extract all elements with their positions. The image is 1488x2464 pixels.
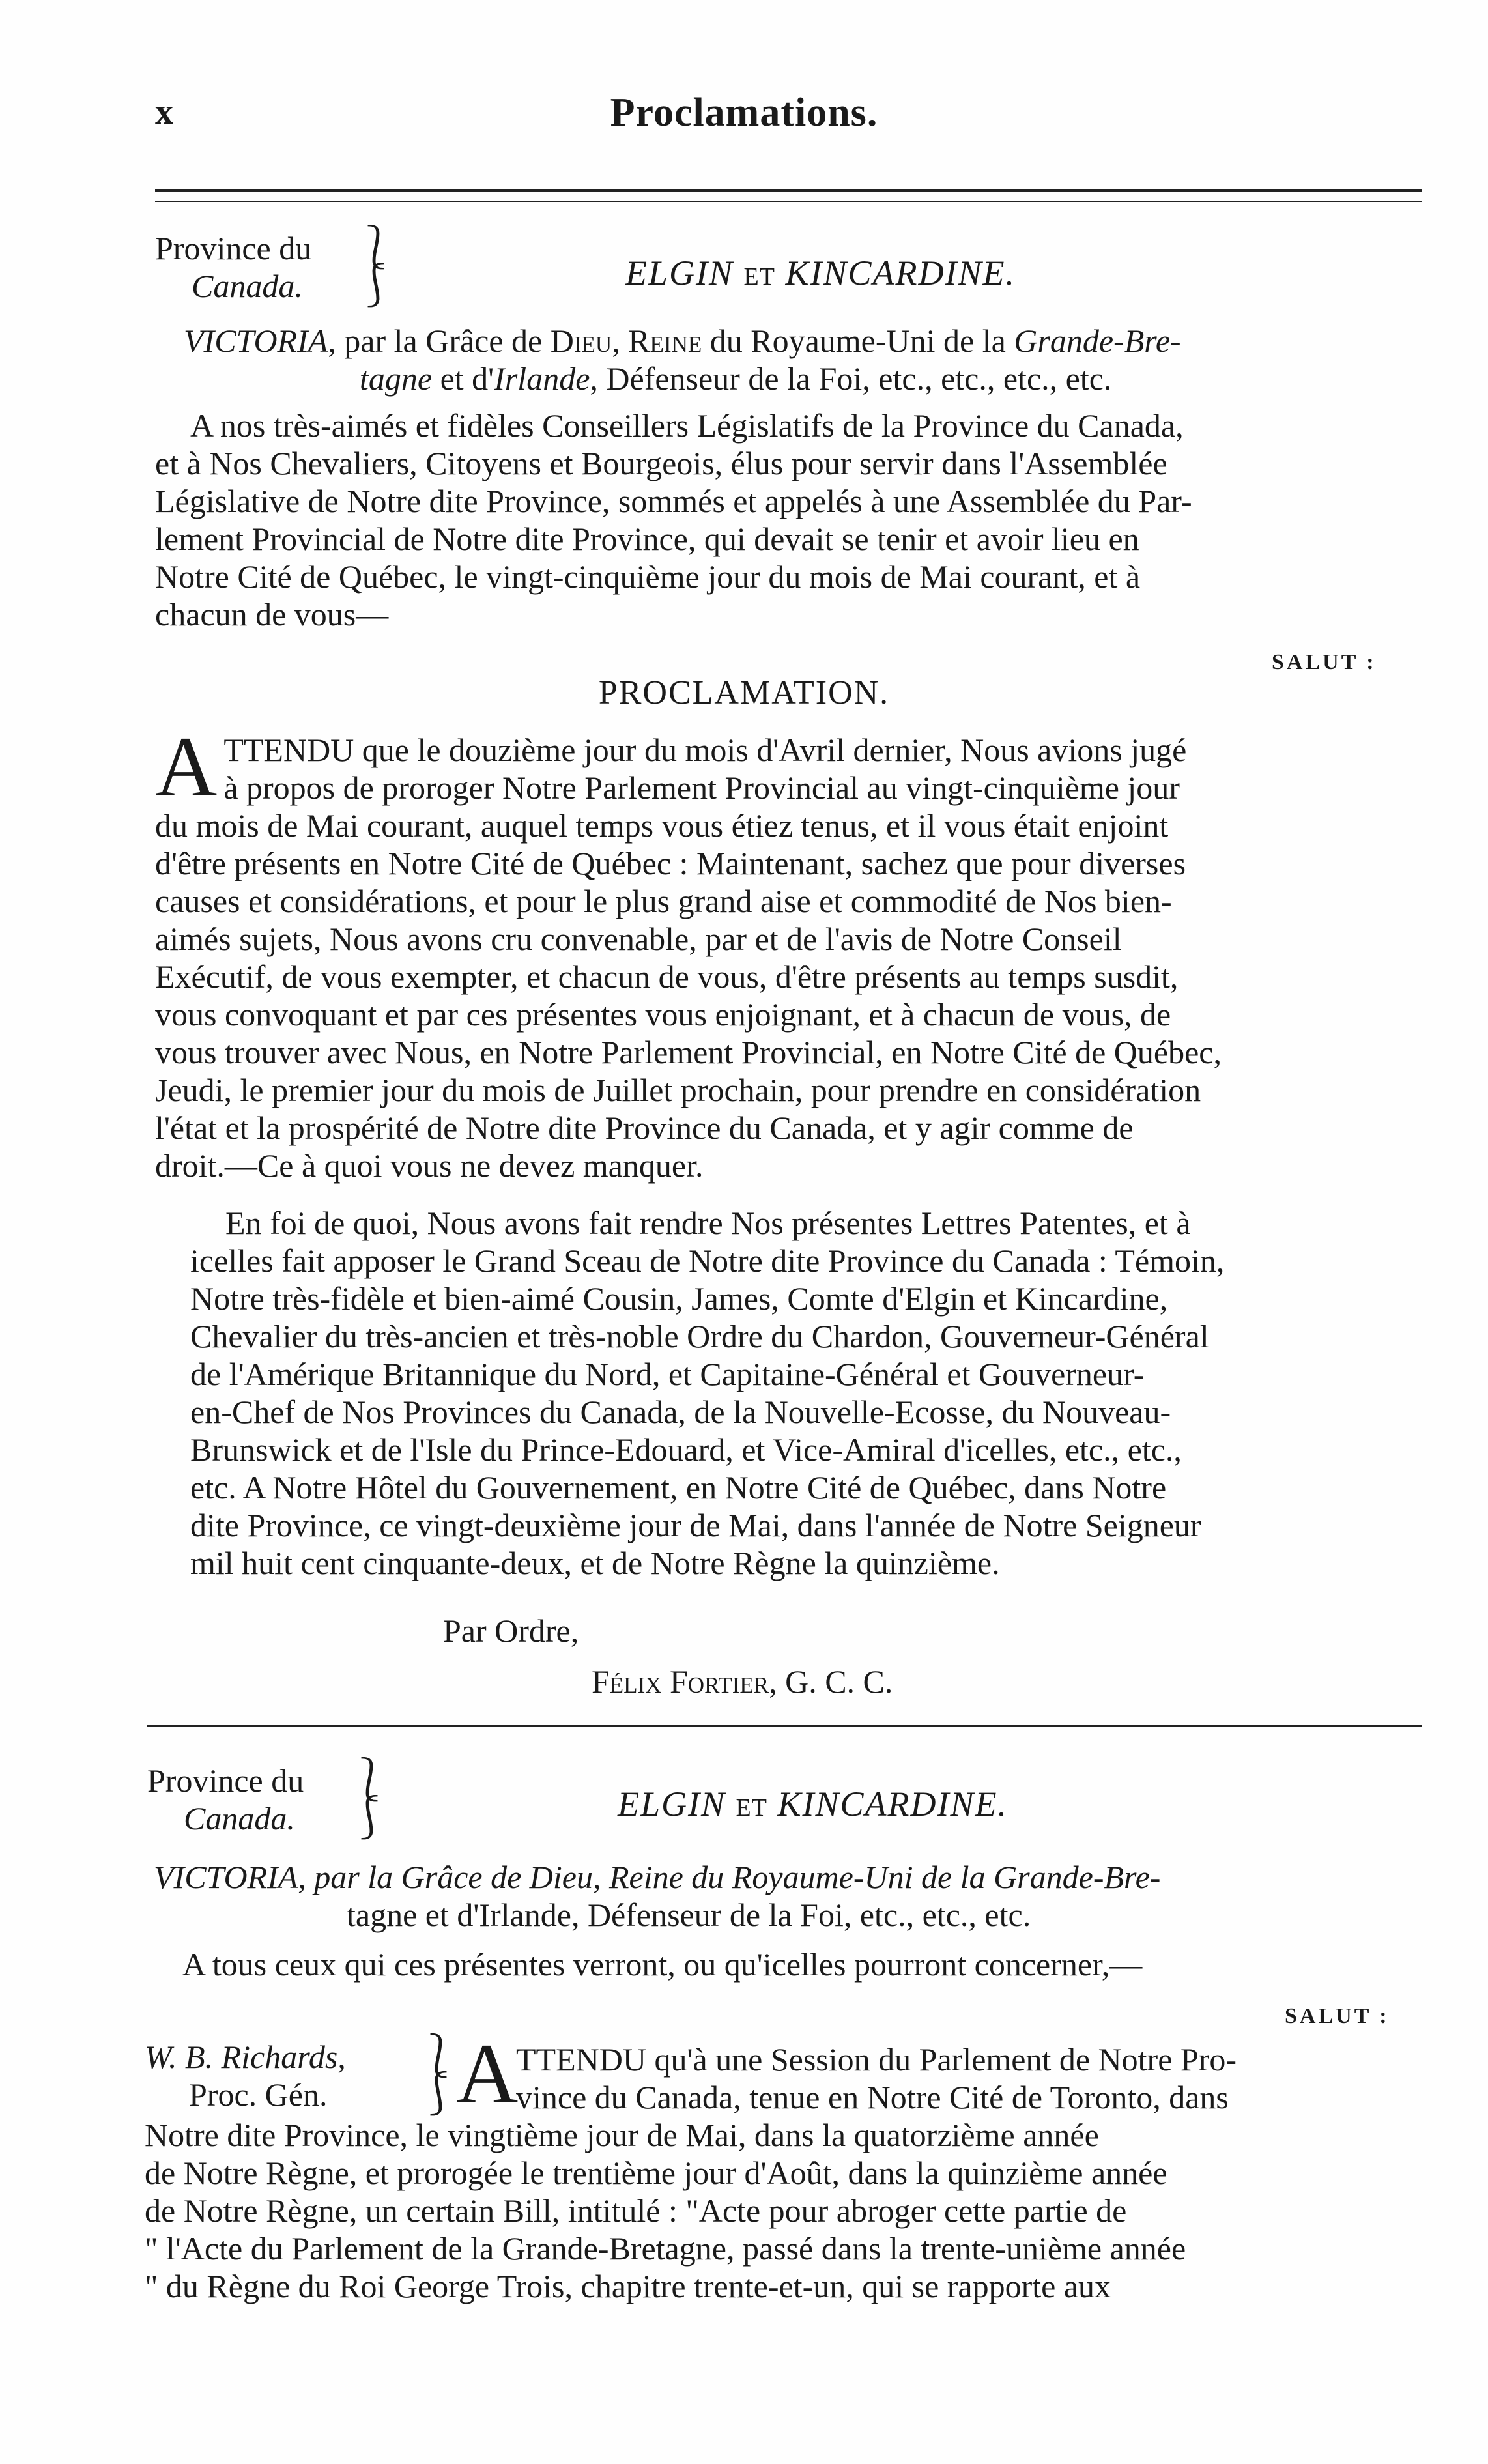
proclamation-heading: PROCLAMATION. [598,674,890,711]
province-label-2 [147,1762,304,1837]
page-folio: x [155,92,173,132]
body-2-line-2: vince du Canada, tenue en Notre Cité de Toronto, dans [516,2079,1229,2115]
proclamation-2-address: A tous ceux qui ces présentes verront, ou qu'icelles pourront concerner,— [182,1946,1143,1983]
witness-line-2: icelles fait apposer le Grand Sceau de Notre dite Province du Canada : Témoin, [190,1242,1225,1279]
body-line-11: l'état et la prospérité de Notre dite Province du Canada, et y agir comme de [155,1110,1134,1146]
address-line-4: lement Provincial de Notre dite Province, qui devait se tenir et avoir lieu en [155,521,1139,557]
body-line-2: à propos de proroger Notre Parlement Provincial au vingt-cinquième jour [223,769,1180,806]
province-label-2-line-2: Canada. [184,1800,295,1837]
intro-text-a: , par la Grâce de [328,322,551,359]
dropcap-2: A [456,2026,519,2121]
margin-name: W. B. Richards, [145,2039,346,2075]
witness-line-7: Brunswick et de l'Isle du Prince-Edouard, et Vice-Amiral d'icelles, etc., etc., [190,1431,1182,1468]
par-ordre: Par Ordre, [443,1612,579,1649]
title-2-part-2: KINCARDINE. [777,1784,1008,1824]
intro-text-b: du Royaume-Uni de la [702,322,1014,359]
body-2-line-5: de Notre Règne, un certain Bill, intitulé : "Acte pour abroger cette partie de [145,2192,1127,2229]
witness-line-6: en-Chef de Nos Provinces du Canada, de la Nouvelle-Ecosse, du Nouveau- [190,1394,1171,1430]
witness-line-10: mil huit cent cinquante-deux, et de Notre Règne la quinzième. [190,1545,1000,1581]
body-line-7: Exécutif, de vous exempter, et chacun de vous, d'être présents au temps susdit, [155,958,1179,995]
body-2-line-1: TTENDU qu'à une Session du Parlement de Notre Pro- [516,2041,1237,2078]
witness-line-9: dite Province, ce vingt-deuxième jour de Mai, dans l'année de Notre Seigneur [190,1507,1201,1543]
address-line-2: et à Nos Chevaliers, Citoyens et Bourgeois, élus pour servir dans l'Assemblée [155,445,1167,481]
address-line-1: A nos très-aimés et fidèles Conseillers Législatifs de la Province du Canada, [190,407,1184,444]
proclamation-1-body [155,719,1422,1184]
body-2-line-3: Notre dite Province, le vingtième jour de Mai, dans la quatorzième année [145,2117,1099,2153]
margin-note-richards [145,2038,346,2113]
proclamation-2-body-top [516,2041,1422,2116]
intro-defenseur: , Défenseur de la Foi, etc., etc., etc., etc. [590,360,1112,397]
intro-grande-bretagne: Grande-Bre- [1014,322,1181,359]
intro-2-line-2: tagne et d'Irlande, Défenseur de la Foi, etc., etc., etc. [347,1897,1031,1933]
proclamation-2-body [145,2116,1422,2305]
dropcap-1: A [155,719,218,814]
intro-reine: Reine [628,322,702,359]
margin-title: Proc. Gén. [189,2076,328,2113]
body-line-9: vous trouver avec Nous, en Notre Parlement Provincial, en Notre Cité de Québec, [155,1034,1222,1070]
address-line-5: Notre Cité de Québec, le vingt-cinquième jour du mois de Mai courant, et à [155,558,1141,595]
brace-3: ⎱ ⎰ [417,2033,460,2118]
witness-line-3: Notre très-fidèle et bien-aimé Cousin, James, Comte d'Elgin et Kincardine, [190,1280,1168,1317]
body-line-12: droit.—Ce à quoi vous ne devez manquer. [155,1147,704,1184]
body-line-6: aimés sujets, Nous avons cru convenable, par et de l'avis de Notre Conseil [155,921,1122,957]
brace-1: ⎱ ⎰ [354,224,397,309]
header-double-rule [155,189,1422,202]
intro-irlande: Irlande [494,360,590,397]
salut-1: SALUT : [1272,650,1377,674]
section-divider-rule [147,1725,1422,1727]
body-line-5: causes et considérations, et pour le plus grand aise et commodité de Nos bien- [155,883,1172,919]
proclamation-1-title [625,253,1016,293]
body-2-line-7: " du Règne du Roi George Trois, chapitre trente-et-un, qui se rapporte aux [145,2268,1111,2304]
salut-2: SALUT : [1285,2004,1390,2028]
proclamation-2-intro [154,1858,1422,1934]
body-2-line-6: " l'Acte du Parlement de la Grande-Bretagne, passé dans la trente-unième année [145,2230,1186,2267]
address-line-3: Législative de Notre dite Province, sommés et appelés à une Assemblée du Par- [155,483,1192,519]
brace-2: ⎱ ⎰ [348,1756,391,1842]
running-title: Proclamations. [610,91,878,135]
proclamation-2-title [618,1784,1008,1824]
title-1-part-1: ELGIN [625,253,734,293]
body-2-line-4: de Notre Règne, et prorogée le trentième jour d'Août, dans la quinzième année [145,2155,1167,2191]
intro-et: et d' [432,360,494,397]
proclamation-1-address [155,407,1422,633]
proclamation-1-witness [190,1204,1422,1582]
title-2-part-1: ELGIN [618,1784,726,1824]
intro-victoria: VICTORIA [184,322,328,359]
address-line-6: chacun de vous— [155,596,389,633]
proclamation-1-intro [184,322,1422,397]
intro-comma: , [612,322,629,359]
intro-2-line-1: VICTORIA, par la Grâce de Dieu, Reine du Royaume-Uni de la Grande-Bre- [154,1859,1161,1895]
signature: Félix Fortier, G. C. C. [592,1663,893,1700]
title-1-et: ET [743,263,775,291]
body-line-1: TTENDU que le douzième jour du mois d'Avril dernier, Nous avions jugé [223,732,1187,768]
province-label-line-2: Canada. [192,268,303,304]
witness-line-1: En foi de quoi, Nous avons fait rendre Nos présentes Lettres Patentes, et à [225,1205,1191,1241]
province-label-2-line-1: Province du [147,1762,304,1799]
title-2-et: ET [736,1794,767,1822]
witness-line-5: de l'Amérique Britannique du Nord, et Capitaine-Général et Gouverneur- [190,1356,1145,1392]
witness-line-8: etc. A Notre Hôtel du Gouvernement, en Notre Cité de Québec, dans Notre [190,1469,1167,1506]
title-1-part-2: KINCARDINE. [785,253,1016,293]
body-line-10: Jeudi, le premier jour du mois de Juillet prochain, pour prendre en considération [155,1072,1201,1108]
body-line-8: vous convoquant et par ces présentes vous enjoignant, et à chacun de vous, de [155,996,1171,1033]
province-label-1 [155,229,311,305]
body-line-4: d'être présents en Notre Cité de Québec : Maintenant, sachez que pour diverses [155,845,1186,881]
province-label-line-1: Province du [155,230,312,266]
body-line-3: du mois de Mai courant, auquel temps vous étiez tenus, et il vous était enjoint [155,807,1169,844]
witness-line-4: Chevalier du très-ancien et très-noble Ordre du Chardon, Gouverneur-Général [190,1318,1209,1354]
intro-tagne: tagne [360,360,433,397]
intro-dieu: Dieu [550,322,612,359]
